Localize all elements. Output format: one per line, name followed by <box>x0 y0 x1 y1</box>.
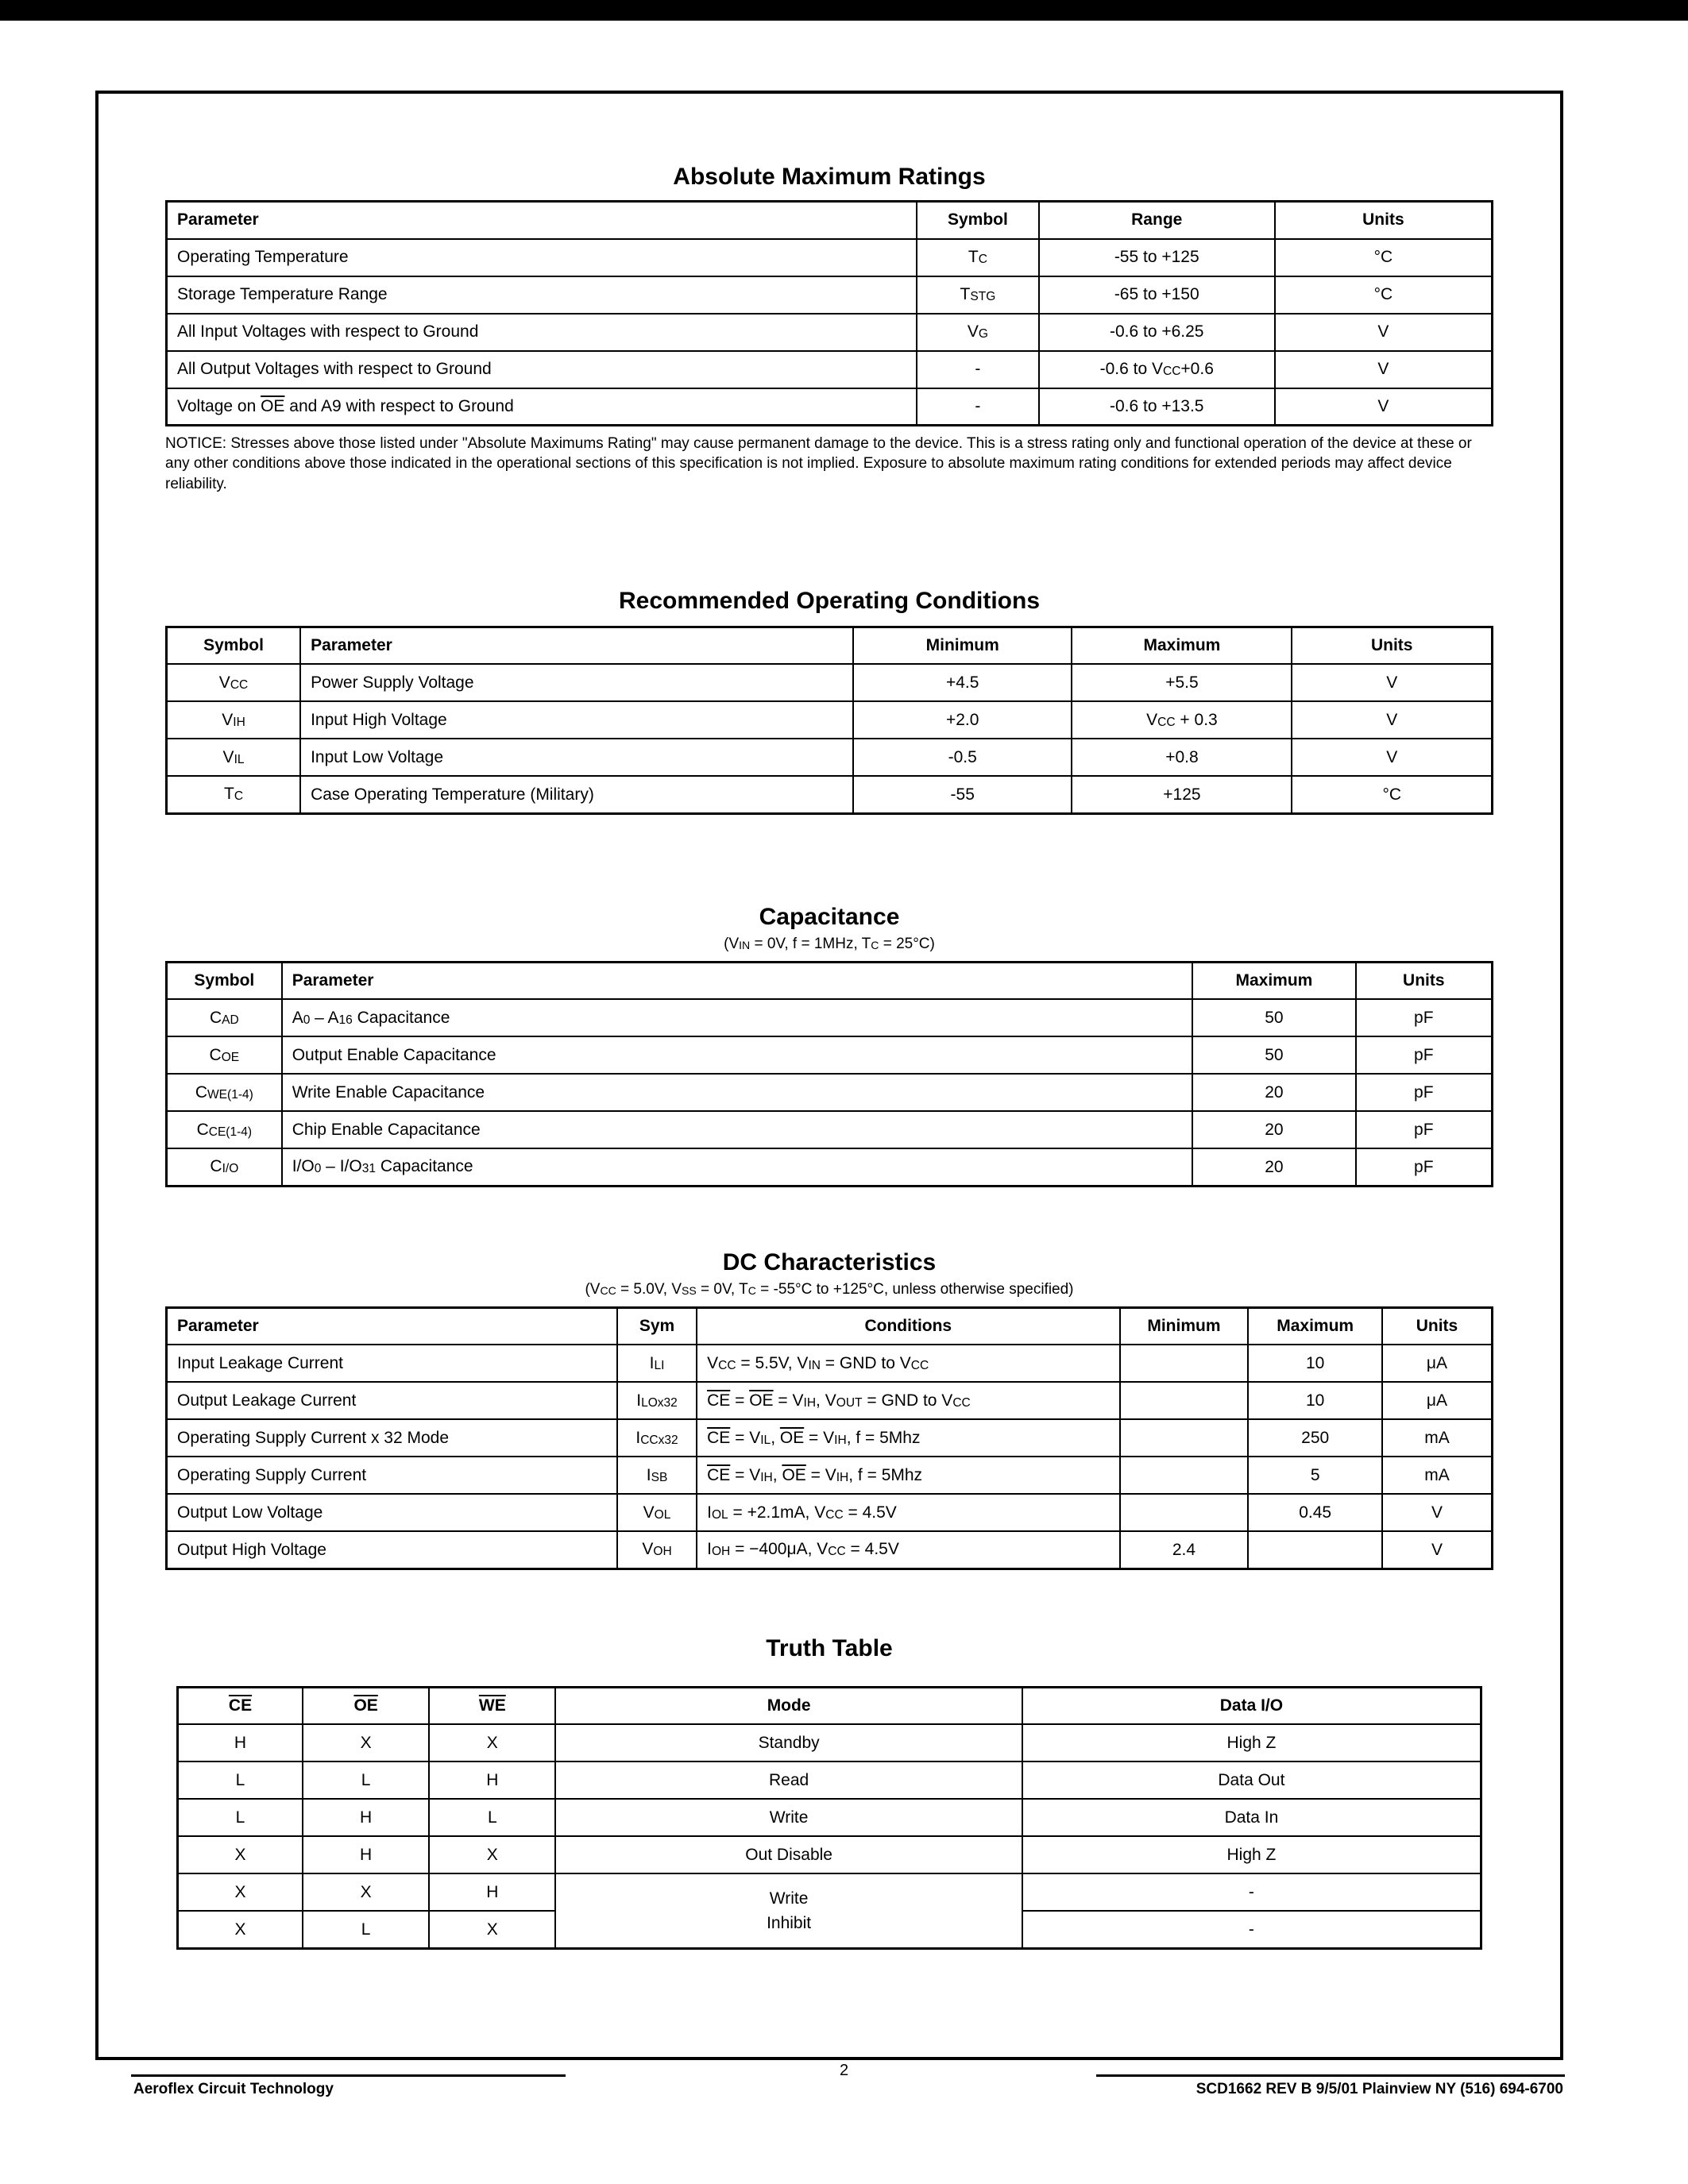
header-row <box>167 962 1493 999</box>
cell <box>1120 1494 1249 1531</box>
cell <box>1120 1382 1249 1419</box>
cell: IOL = +2.1mA, VCC = 4.5V <box>697 1494 1119 1531</box>
cell: 20 <box>1192 1111 1355 1148</box>
capacitance-table <box>165 961 1493 1187</box>
table-row <box>167 1111 1493 1148</box>
cell: VOH <box>617 1531 697 1569</box>
column-header: Parameter <box>167 1307 617 1345</box>
cell: H <box>429 1761 555 1799</box>
cell: Power Supply Voltage <box>300 664 853 701</box>
column-header: Conditions <box>697 1307 1119 1345</box>
column-header: Sym <box>617 1307 697 1345</box>
column-header: Maximum <box>1192 962 1355 999</box>
table-row <box>167 739 1493 776</box>
cell: COE <box>167 1036 282 1074</box>
cell: Chip Enable Capacitance <box>282 1111 1193 1148</box>
cell: Operating Temperature <box>167 239 917 276</box>
header-row <box>167 627 1493 664</box>
cell: Input High Voltage <box>300 701 853 739</box>
column-header: Units <box>1292 627 1492 664</box>
cell: mA <box>1382 1457 1493 1494</box>
cell: pF <box>1356 1036 1493 1074</box>
cell: μA <box>1382 1345 1493 1382</box>
cell: μA <box>1382 1382 1493 1419</box>
cell: VOL <box>617 1494 697 1531</box>
header-row <box>178 1687 1481 1724</box>
cell: V <box>1382 1494 1493 1531</box>
cell: 50 <box>1192 1036 1355 1074</box>
cell: -65 to +150 <box>1039 276 1275 314</box>
cell: TSTG <box>917 276 1039 314</box>
column-header: $\overline{OE}$ <box>303 1687 429 1724</box>
cell: V <box>1382 1531 1493 1569</box>
cell: V <box>1292 664 1492 701</box>
cell: °C <box>1292 776 1492 813</box>
cell: I/O0 – I/O31 Capacitance <box>282 1148 1193 1186</box>
column-header: Units <box>1356 962 1493 999</box>
cell: - <box>917 388 1039 426</box>
table-row <box>167 239 1493 276</box>
cell: V <box>1275 351 1493 388</box>
cell: 50 <box>1192 999 1355 1036</box>
table-row <box>167 1457 1493 1494</box>
cell: CCE(1-4) <box>167 1111 282 1148</box>
column-header: Symbol <box>917 202 1039 239</box>
cell: X <box>178 1836 303 1873</box>
table-row <box>167 1036 1493 1074</box>
table-row <box>167 1074 1493 1111</box>
section-subtitle: (VCC = 5.0V, VSS = 0V, TC = -55°C to +125°C, unless otherwise specified) <box>585 1280 1074 1298</box>
column-header: Data I/O <box>1022 1687 1481 1724</box>
cell: VIH <box>167 701 301 739</box>
cell: High Z <box>1022 1724 1481 1761</box>
column-header: Symbol <box>167 962 282 999</box>
column-header: Mode <box>555 1687 1022 1724</box>
cell: Out Disable <box>555 1836 1022 1873</box>
recommended-operating-conditions-table <box>165 626 1493 815</box>
section-title-absolute-maximum-ratings: Absolute Maximum Ratings <box>673 164 986 190</box>
cell: L <box>178 1761 303 1799</box>
cell: CAD <box>167 999 282 1036</box>
cell: 0.45 <box>1248 1494 1382 1531</box>
cell: +4.5 <box>853 664 1072 701</box>
table-row <box>167 1531 1493 1569</box>
cell: V <box>1275 388 1493 426</box>
cell: Write <box>769 1889 809 1908</box>
cell: X <box>303 1873 429 1911</box>
cell: X <box>429 1724 555 1761</box>
cell: Storage Temperature Range <box>167 276 917 314</box>
table-row <box>167 1148 1493 1186</box>
cell: Standby <box>555 1724 1022 1761</box>
cell <box>1248 1531 1382 1569</box>
cell: X <box>429 1911 555 1948</box>
cell: CWE(1-4) <box>167 1074 282 1111</box>
cell: +125 <box>1072 776 1292 813</box>
cell: All Output Voltages with respect to Ground <box>167 351 917 388</box>
cell: -55 <box>853 776 1072 813</box>
cell: -0.6 to VCC+0.6 <box>1039 351 1275 388</box>
cell: VCC = 5.5V, VIN = GND to VCC <box>697 1345 1119 1382</box>
table-row <box>167 388 1493 426</box>
cell: -0.6 to +13.5 <box>1039 388 1275 426</box>
cell: Output High Voltage <box>167 1531 617 1569</box>
column-header: Units <box>1275 202 1493 239</box>
section-title-capacitance: Capacitance <box>759 903 900 930</box>
cell: Operating Supply Current x 32 Mode <box>167 1419 617 1457</box>
header-row <box>167 1307 1493 1345</box>
cell: Operating Supply Current <box>167 1457 617 1494</box>
cell: H <box>303 1799 429 1836</box>
cell: pF <box>1356 1074 1493 1111</box>
cell: +0.8 <box>1072 739 1292 776</box>
cell: V <box>1275 314 1493 351</box>
cell: 10 <box>1248 1345 1382 1382</box>
truth-table <box>176 1686 1482 1950</box>
cell: - <box>1022 1873 1481 1911</box>
table-row <box>178 1761 1481 1799</box>
column-header: $\overline{WE}$ <box>429 1687 555 1724</box>
table-row <box>178 1873 1481 1911</box>
cell: 10 <box>1248 1382 1382 1419</box>
cell: H <box>178 1724 303 1761</box>
footer-company: Aeroflex Circuit Technology <box>133 2081 334 2097</box>
column-header: Symbol <box>167 627 301 664</box>
section-subtitle: (VIN = 0V, f = 1MHz, TC = 25°C) <box>724 935 935 952</box>
merged-mode-cell <box>555 1873 1022 1948</box>
cell: High Z <box>1022 1836 1481 1873</box>
cell: All Input Voltages with respect to Ground <box>167 314 917 351</box>
cell: ICCx32 <box>617 1419 697 1457</box>
cell: X <box>178 1911 303 1948</box>
table-row <box>167 1345 1493 1382</box>
cell: Write Enable Capacitance <box>282 1074 1193 1111</box>
cell: -55 to +125 <box>1039 239 1275 276</box>
cell: A0 – A16 Capacitance <box>282 999 1193 1036</box>
page-number: 2 <box>839 2062 849 2079</box>
cell: IOH = −400μA, VCC = 4.5V <box>697 1531 1119 1569</box>
cell: TC <box>167 776 301 813</box>
cell: +2.0 <box>853 701 1072 739</box>
cell: pF <box>1356 1148 1493 1186</box>
cell: - <box>917 351 1039 388</box>
table-row <box>167 351 1493 388</box>
cell <box>1120 1457 1249 1494</box>
cell: 5 <box>1248 1457 1382 1494</box>
cell: Input Low Voltage <box>300 739 853 776</box>
cell: L <box>303 1761 429 1799</box>
scan-artifact-bar <box>0 0 1688 21</box>
section-title-dc-characteristics: DC Characteristics <box>722 1248 937 1275</box>
section-title-recommended-operating-conditions: Recommended Operating Conditions <box>618 587 1041 614</box>
table-row <box>167 276 1493 314</box>
cell: ILOx32 <box>617 1382 697 1419</box>
column-header: Parameter <box>167 202 917 239</box>
cell: Read <box>555 1761 1022 1799</box>
table-row <box>167 999 1493 1036</box>
cell: X <box>178 1873 303 1911</box>
cell: $\overline{CE}$ = VIL, $\overline{OE}$ = VIH, f = 5Mhz <box>697 1419 1119 1457</box>
column-header: Range <box>1039 202 1275 239</box>
notice-text: NOTICE: Stresses above those listed under "Absolute Maximums Rating" may cause permanent damage to the device. This is a stress rating only and functional operation of the device at these or any other conditions above those indicated in the operational sections of this specification is not implied. Exposure to absolute maximum rating conditions for extended periods may affect device reliability. <box>165 435 1472 492</box>
cell: Inhibit <box>767 1914 812 1933</box>
cell: L <box>429 1799 555 1836</box>
column-header: Parameter <box>300 627 853 664</box>
cell: Output Enable Capacitance <box>282 1036 1193 1074</box>
cell: 20 <box>1192 1148 1355 1186</box>
table-row <box>178 1724 1481 1761</box>
column-header: Maximum <box>1248 1307 1382 1345</box>
cell: VCC + 0.3 <box>1072 701 1292 739</box>
cell: V <box>1292 739 1492 776</box>
cell: VCC <box>167 664 301 701</box>
table-row <box>167 664 1493 701</box>
cell: H <box>429 1873 555 1911</box>
cell: Data In <box>1022 1799 1481 1836</box>
footer-doc-id: SCD1662 REV B 9/5/01 Plainview NY (516) 694-6700 <box>1196 2081 1563 2097</box>
column-header: Units <box>1382 1307 1493 1345</box>
cell: $\overline{CE}$ = VIH, $\overline{OE}$ = VIH, f = 5Mhz <box>697 1457 1119 1494</box>
cell: +5.5 <box>1072 664 1292 701</box>
cell: H <box>303 1836 429 1873</box>
header-row <box>167 202 1493 239</box>
cell: mA <box>1382 1419 1493 1457</box>
cell: -0.5 <box>853 739 1072 776</box>
table-row <box>167 1494 1493 1531</box>
cell: Voltage on $\overline{OE}$ and A9 with respect to Ground <box>167 388 917 426</box>
section-title-truth-table: Truth Table <box>766 1634 893 1661</box>
cell: Case Operating Temperature (Military) <box>300 776 853 813</box>
cell: pF <box>1356 1111 1493 1148</box>
cell: L <box>178 1799 303 1836</box>
cell: °C <box>1275 276 1493 314</box>
absolute-maximum-ratings-table <box>165 200 1493 426</box>
cell: VG <box>917 314 1039 351</box>
cell: 20 <box>1192 1074 1355 1111</box>
cell: Output Leakage Current <box>167 1382 617 1419</box>
table-row <box>167 1419 1493 1457</box>
cell: Output Low Voltage <box>167 1494 617 1531</box>
cell: - <box>1022 1911 1481 1948</box>
cell: °C <box>1275 239 1493 276</box>
cell <box>1120 1419 1249 1457</box>
column-header: Parameter <box>282 962 1193 999</box>
column-header: Minimum <box>853 627 1072 664</box>
cell: V <box>1292 701 1492 739</box>
table-row <box>167 1382 1493 1419</box>
column-header: $\overline{CE}$ <box>178 1687 303 1724</box>
cell: Write <box>555 1799 1022 1836</box>
cell: -0.6 to +6.25 <box>1039 314 1275 351</box>
cell: Input Leakage Current <box>167 1345 617 1382</box>
cell: X <box>303 1724 429 1761</box>
cell: L <box>303 1911 429 1948</box>
cell: VIL <box>167 739 301 776</box>
cell: 250 <box>1248 1419 1382 1457</box>
cell: ILI <box>617 1345 697 1382</box>
column-header: Minimum <box>1120 1307 1249 1345</box>
page-border <box>95 91 1563 2060</box>
cell: ISB <box>617 1457 697 1494</box>
table-row <box>167 701 1493 739</box>
table-row <box>167 776 1493 813</box>
cell <box>1120 1345 1249 1382</box>
cell: Data Out <box>1022 1761 1481 1799</box>
cell: CI/O <box>167 1148 282 1186</box>
cell: TC <box>917 239 1039 276</box>
cell: $\overline{CE} = \overline{OE}$ = VIH, VOUT = GND to VCC <box>697 1382 1119 1419</box>
table-row <box>178 1799 1481 1836</box>
cell: pF <box>1356 999 1493 1036</box>
column-header: Maximum <box>1072 627 1292 664</box>
table-row <box>167 314 1493 351</box>
cell: X <box>429 1836 555 1873</box>
dc-characteristics-table <box>165 1306 1493 1570</box>
table-row <box>178 1836 1481 1873</box>
cell: 2.4 <box>1120 1531 1249 1569</box>
